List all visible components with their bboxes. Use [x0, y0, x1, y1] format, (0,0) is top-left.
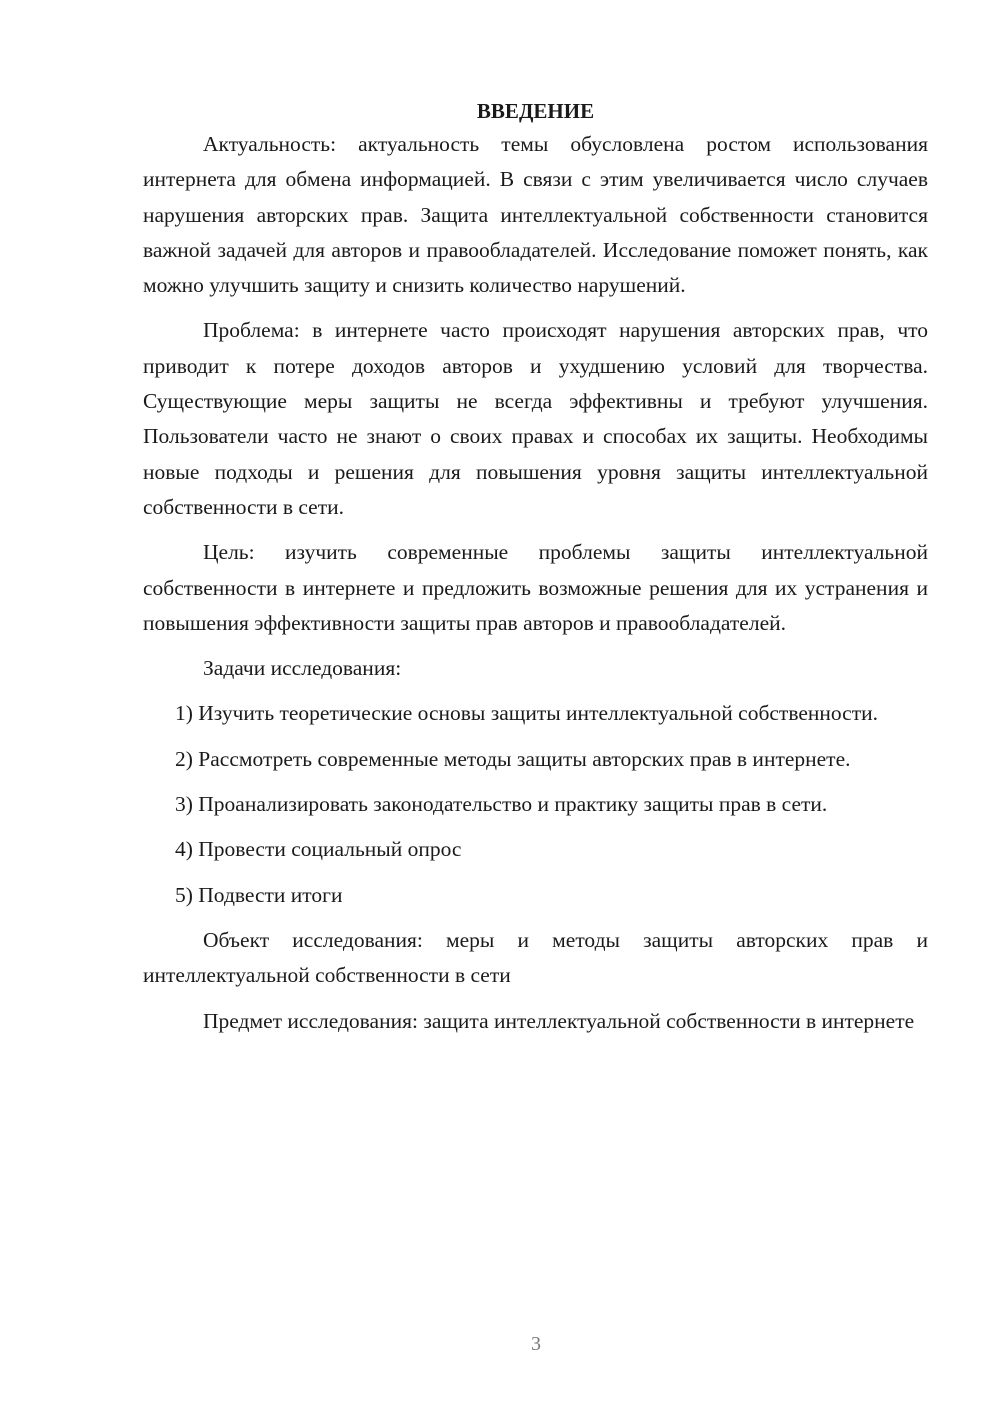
task-item-5: 5) Подвести итоги — [175, 882, 343, 907]
relevance-paragraph: Актуальность: актуальность темы обусловлена ростом использования интернета для обмена информацией. В связи с этим увеличивается число случаев нарушения авторских прав. Защита интеллектуальной собственности становится важной задачей для авторов и правообладателей. Исследование поможет понять, как можно улучшить защиту и снизить количество нарушений. — [143, 132, 928, 298]
goal-paragraph: Цель: изучить современные проблемы защиты интеллектуальной собственности в интернете и предложить возможные решения для их устранения и повышения эффективности защиты прав авторов и правообладателей. — [143, 540, 928, 635]
research-subject-paragraph: Предмет исследования: защита интеллектуальной собственности в интернете — [203, 1008, 915, 1033]
tasks-heading: Задачи исследования: — [203, 656, 402, 681]
page-number: 3 — [531, 1333, 541, 1355]
document-page — [143, 96, 928, 1049]
task-item-2: 2) Рассмотреть современные методы защиты авторских прав в интернете. — [175, 746, 851, 771]
task-item-1: 1) Изучить теоретические основы защиты интеллектуальной собственности. — [175, 701, 879, 726]
problem-paragraph: Проблема: в интернете часто происходят нарушения авторских прав, что приводит к потере доходов авторов и ухудшению условий для творчества. Существующие меры защиты не всегда эффективны и требуют улучшения. Пользователи часто не знают о своих правах и способах их защиты. Необходимы новые подходы и решения для повышения уровня защиты интеллектуальной собственности в сети. — [143, 318, 928, 519]
section-title: ВВЕДЕНИЕ — [476, 99, 595, 123]
task-item-4: 4) Провести социальный опрос — [175, 837, 462, 862]
task-item-3: 3) Проанализировать законодательство и практику защиты прав в сети. — [175, 792, 828, 817]
research-object-paragraph: Объект исследования: меры и методы защиты авторских прав и интеллектуальной собственности в сети — [143, 927, 928, 988]
